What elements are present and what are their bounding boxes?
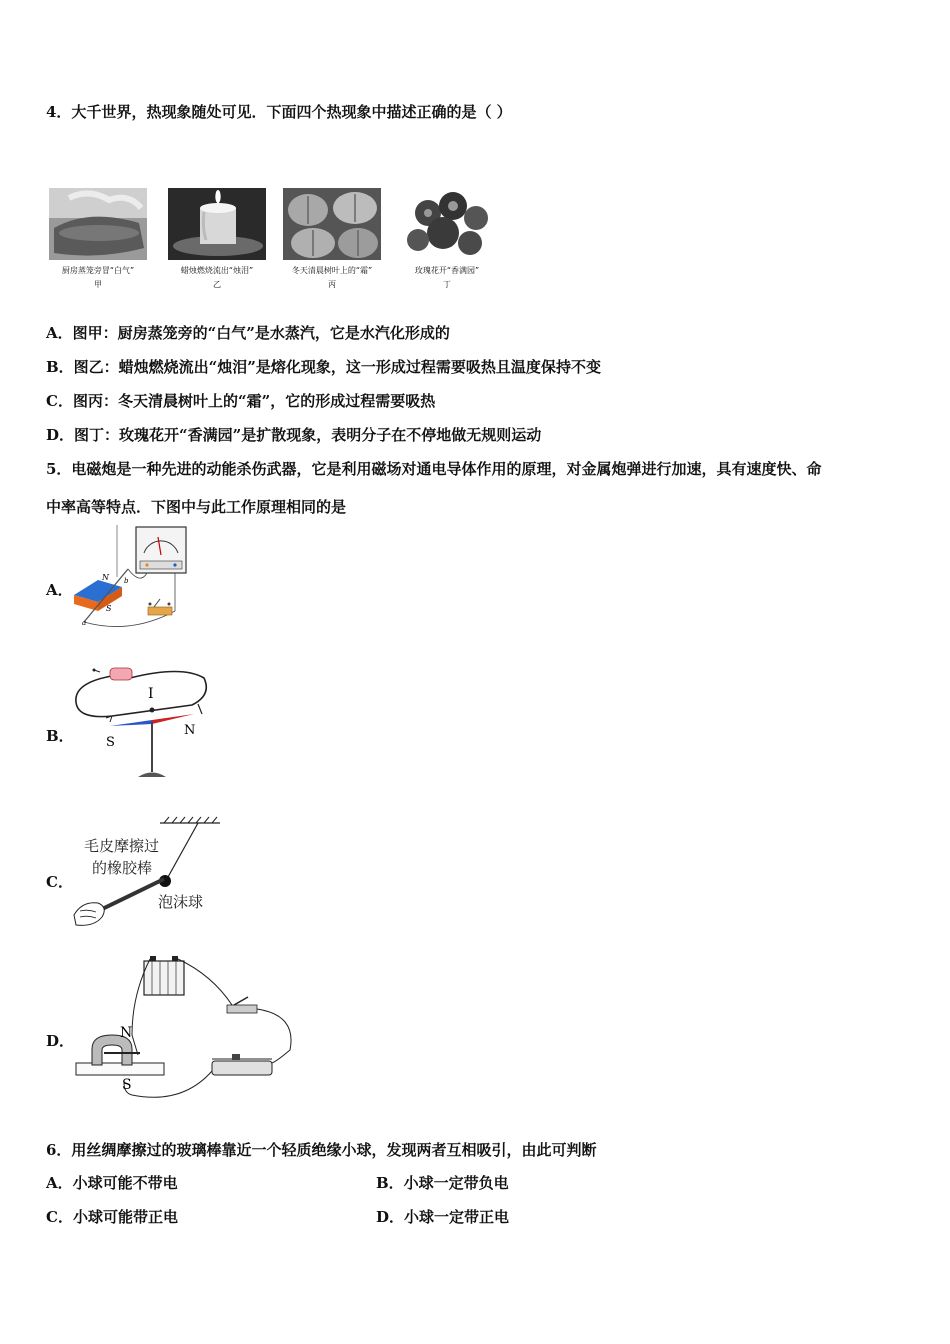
- q4-stem: 4．大千世界，热现象随处可见．下面四个热现象中描述正确的是（ ）: [46, 103, 512, 121]
- magnet-s-label: S: [106, 604, 112, 613]
- figure-b-oersted-experiment: [72, 660, 212, 785]
- candle-photo: [168, 188, 266, 260]
- q6-option-c: C．小球可能带正电: [46, 1208, 178, 1226]
- photo-label: 丁: [443, 280, 451, 289]
- frost-leaves-photo: [283, 188, 381, 260]
- foam-ball-label: 泡沫球: [158, 893, 204, 911]
- photo-caption: 蜡烛燃烧流出“烛泪”: [180, 266, 254, 275]
- magnet-n-label: N: [120, 1025, 133, 1041]
- photo-caption: 厨房蒸笼旁冒“白气”: [61, 266, 135, 275]
- photo-label: 丙: [328, 280, 336, 289]
- q5-label-c: C．: [46, 873, 73, 891]
- q4-option-d: D．图丁：玫瑰花开“香满园”是扩散现象，表明分子在不停地做无规则运动: [46, 426, 542, 444]
- q5-stem-line2: 中率高等特点．下图中与此工作原理相同的是: [46, 498, 347, 516]
- q5-label-b: B．: [46, 727, 74, 745]
- q5-stem-line1: 5．电磁炮是一种先进的动能杀伤武器，它是利用磁场对通电导体作用的原理，对金属炮弹进行加速，具有速度快、命: [46, 460, 822, 478]
- conductor-b-label: b: [124, 577, 129, 585]
- photo-caption: 冬天清晨树叶上的“霜”: [291, 266, 373, 275]
- rod-label-line1: 毛皮摩擦过: [84, 837, 160, 855]
- figure-a-electromagnetic-induction: [70, 525, 190, 625]
- magnet-s-label: S: [122, 1077, 132, 1093]
- conductor-a-label: a: [82, 619, 87, 627]
- q4-option-c: C．图丙：冬天清晨树叶上的“霜”，它的形成过程需要吸热: [46, 392, 436, 410]
- figure-d-current-in-magnetic-field: [72, 955, 302, 1105]
- steamer-photo: [49, 188, 147, 260]
- figure-c-charged-rod: [72, 815, 222, 930]
- rod-label-line2: 的橡胶棒: [92, 859, 153, 877]
- q4-option-b: B．图乙：蜡烛燃烧流出“烛泪”是熔化现象，这一形成过程需要吸热且温度保持不变: [46, 358, 601, 376]
- q6-option-a: A．小球可能不带电: [46, 1174, 178, 1192]
- q6-option-d: D．小球一定带正电: [376, 1208, 510, 1226]
- needle-s-label: S: [106, 735, 115, 750]
- q6-option-b: B．小球一定带负电: [376, 1174, 509, 1192]
- current-i-label: I: [148, 686, 154, 702]
- q6-stem: 6．用丝绸摩擦过的玻璃棒靠近一个轻质绝缘小球，发现两者互相吸引，由此可判断: [46, 1141, 597, 1159]
- photo-label: 乙: [213, 280, 221, 289]
- q5-label-d: D．: [46, 1032, 75, 1050]
- needle-n-label: N: [184, 723, 196, 738]
- rose-photo: [398, 188, 496, 260]
- q5-label-a: A．: [46, 581, 73, 599]
- q4-option-a: A．图甲：厨房蒸笼旁的“白气”是水蒸汽，它是水汽化形成的: [46, 324, 450, 342]
- photo-caption: 玫瑰花开“香满园”: [414, 266, 480, 275]
- photo-label: 甲: [94, 280, 102, 289]
- magnet-n-label: N: [102, 573, 109, 582]
